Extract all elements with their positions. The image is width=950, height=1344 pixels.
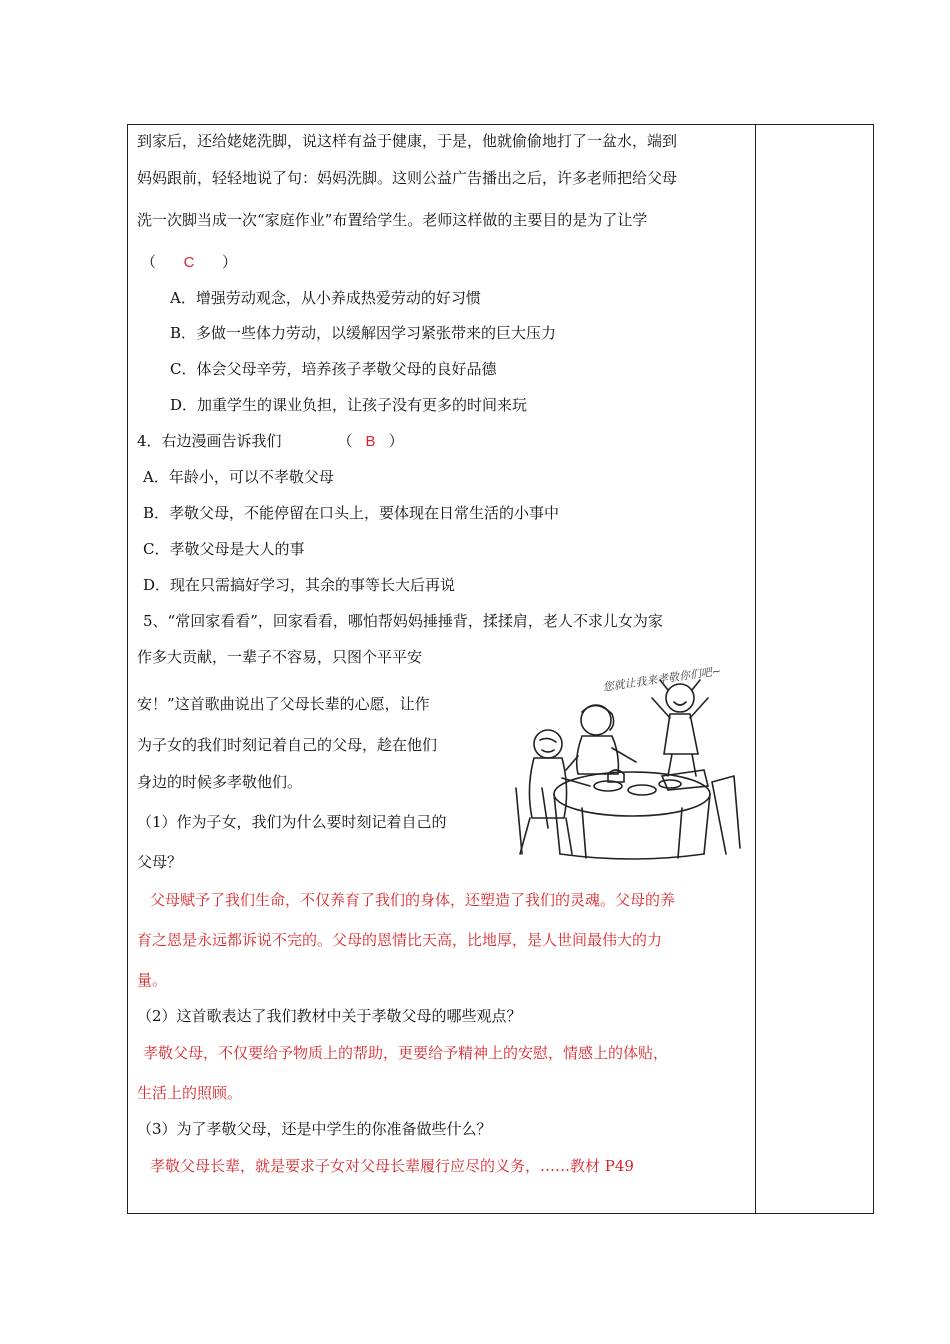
q4-stem-line xyxy=(137,431,404,452)
table-cloth xyxy=(554,794,710,858)
cartoon-caption: 您就让我来孝敬你们吧~ xyxy=(601,664,722,694)
q3-answer-bracket xyxy=(141,252,237,273)
mother-body xyxy=(577,736,619,774)
story-line-1: 到家后，还给姥姥洗脚，说这样有益于健康，于是，他就偷偷地打了一盆水，端到 xyxy=(137,132,678,150)
family-dinner-cartoon xyxy=(512,658,744,864)
paren-close: ） xyxy=(388,432,404,450)
q4-option-d: D．现在只需搞好学习，其余的事等长大后再说 xyxy=(143,576,456,594)
table-column-divider xyxy=(755,124,756,1214)
q3-option-d: D．加重学生的课业负担，让孩子没有更多的时间来玩 xyxy=(170,396,528,414)
story-line-3: 洗一次脚当成一次“家庭作业”布置给学生。老师这样做的主要目的是为了让学 xyxy=(137,211,648,229)
q5-sub1-answer-3: 量。 xyxy=(137,971,168,989)
paren-open: （ xyxy=(337,432,353,450)
child-head xyxy=(666,684,694,712)
q5-sub3-question: （3）为了孝敬父母，还是中学生的你准备做些什么？ xyxy=(137,1120,492,1138)
q5-intro-4: 为子女的我们时刻记着自己的父母，趁在他们 xyxy=(137,736,438,754)
q5-intro-5: 身边的时候多孝敬他们。 xyxy=(137,773,303,791)
q5-sub2-answer-1: 孝敬父母，不仅要给予物质上的帮助，更要给予精神上的安慰，情感上的体贴， xyxy=(143,1044,669,1062)
story-line-2: 妈妈跟前，轻轻地说了句：妈妈洗脚。这则公益广告播出之后，许多老师把给父母 xyxy=(137,169,678,187)
q3-answer: C xyxy=(183,254,195,271)
q3-option-c: C．体会父母辛劳，培养孩子孝敬父母的良好品德 xyxy=(170,360,497,378)
q5-sub1-answer-1: 父母赋予了我们生命，不仅养育了我们的身体，还塑造了我们的灵魂。父母的养 xyxy=(150,891,676,909)
q3-option-a: A．增强劳动观念，从小养成热爱劳动的好习惯 xyxy=(170,289,481,307)
q5-sub2-question: （2）这首歌表达了我们教材中关于孝敬父母的哪些观点？ xyxy=(137,1007,522,1025)
q5-sub1-question-1: （1）作为子女，我们为什么要时刻记着自己的 xyxy=(137,813,447,831)
q5-sub1-question-2: 父母？ xyxy=(137,853,183,871)
q5-intro-1: 5、“常回家看看”，回家看看，哪怕帮妈妈捶捶背，揉揉肩，老人不求儿女为家 xyxy=(143,612,663,630)
paren-close: ） xyxy=(222,253,238,271)
father-body xyxy=(529,758,566,818)
q3-option-b: B．多做一些体力劳动，以缓解因学习紧张带来的巨大压力 xyxy=(170,324,557,342)
q4-option-a: A．年龄小，可以不孝敬父母 xyxy=(143,468,334,486)
paren-open: （ xyxy=(141,253,157,271)
q5-sub2-answer-2: 生活上的照顾。 xyxy=(137,1084,243,1102)
q5-intro-2: 作多大贡献，一辈子不容易，只图个平平安 xyxy=(137,648,423,666)
q4-option-c: C．孝敬父母是大人的事 xyxy=(143,540,305,558)
q4-option-b: B．孝敬父母，不能停留在口头上，要体现在日常生活的小事中 xyxy=(143,504,560,522)
q4-answer: B xyxy=(365,433,376,450)
q5-intro-3: 安！”这首歌曲说出了父母长辈的心愿，让作 xyxy=(137,695,430,713)
child-body xyxy=(664,714,698,754)
father-head xyxy=(534,730,562,758)
q5-sub3-answer: 孝敬父母长辈，就是要求子女对父母长辈履行应尽的义务，……教材 P49 xyxy=(150,1157,634,1175)
q5-sub1-answer-2: 育之恩是永远都诉说不完的。父母的恩情比天高，比地厚，是人世间最伟大的力 xyxy=(137,931,663,949)
q4-stem: 4．右边漫画告诉我们 xyxy=(137,432,282,450)
